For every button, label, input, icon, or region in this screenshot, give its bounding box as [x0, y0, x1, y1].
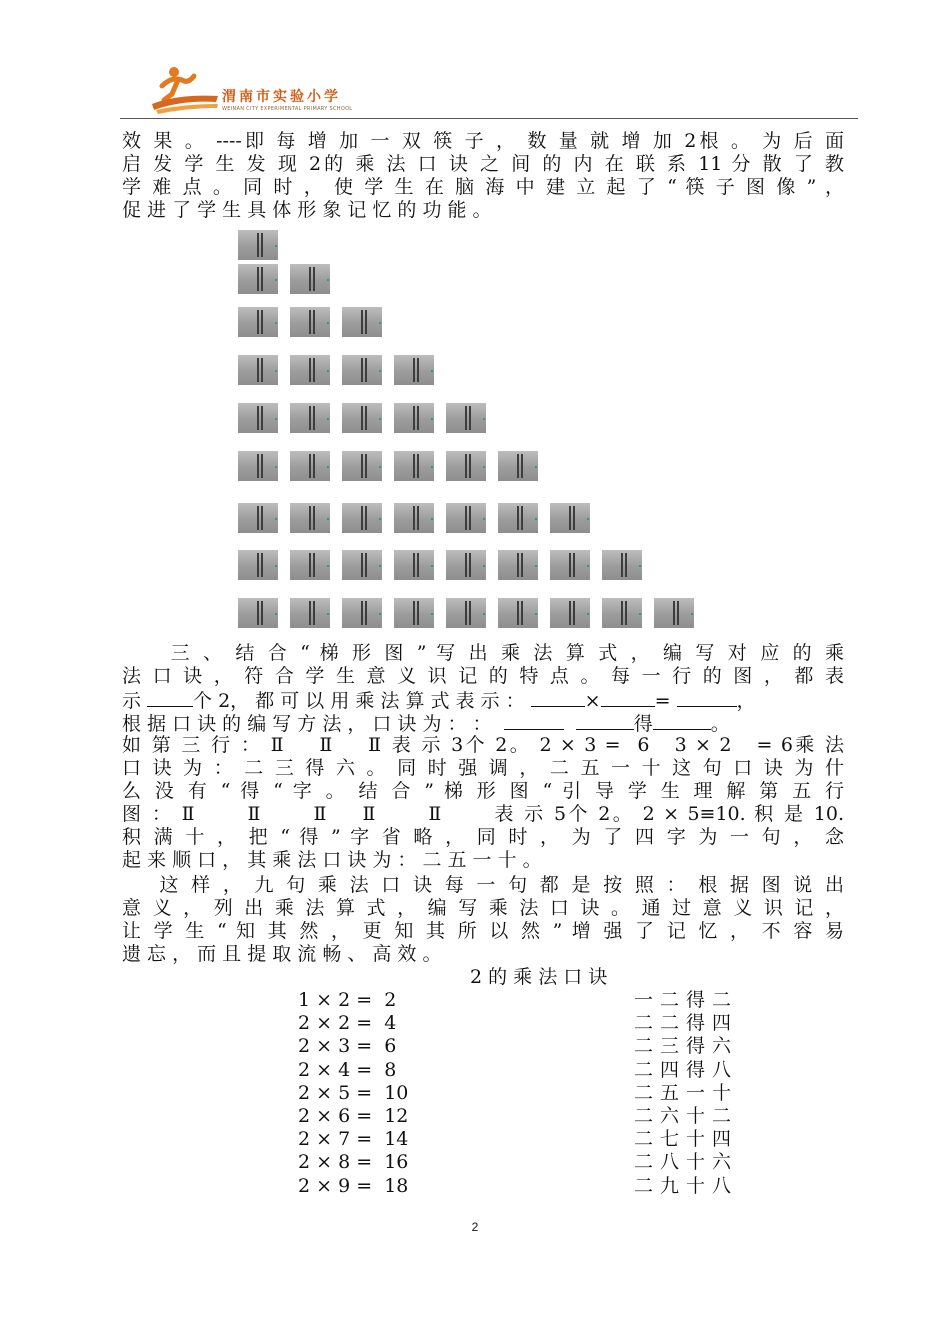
chopstick-pair-tile — [342, 598, 382, 628]
chopstick-pair-tile — [394, 598, 434, 628]
para3-line-4: 遗 忘 ， 而 且 提 取 流 畅 、 高 效 。 — [122, 943, 442, 965]
para1-line-2: 启 发 学 生 发 现 2的 乘 法 口 诀 之 间 的 内 在 联 系 11 分 散 了 教 — [122, 153, 844, 175]
school-english-name: WEINAN CITY EXPERIMENTAL PRIMARY SCHOOL — [222, 106, 353, 112]
para2-line-6: 口 诀 为 ： 二 三 得 六 。 同 时 强 调 ， 二 五 一 十 这 句 口 诀 为 什 — [122, 757, 844, 779]
school-logo-icon — [148, 64, 222, 114]
chopstick-pair-tile — [290, 403, 330, 433]
school-name: 渭南市实验小学 — [222, 89, 341, 105]
para2-line-8: 图 ： Ⅱ Ⅱ Ⅱ Ⅱ Ⅱ 表 示 5个 2。 2 × 5≡10. 积 是 10. — [122, 803, 844, 825]
table-koujue: 二八十六 — [634, 1151, 739, 1174]
chopstick-pair-tile — [342, 403, 382, 433]
para2-line-9: 积 满 十 ， 把 “ 得 ” 字 省 略 ， 同 时 ， 为 了 四 字 为 一 句 ， 念 — [122, 826, 844, 848]
table-equation: 2 × 2 = 4 — [298, 1012, 397, 1035]
chopstick-pair-tile — [238, 503, 278, 533]
table-equation: 2 × 6 = 12 — [298, 1105, 409, 1127]
chopstick-pair-tile — [238, 550, 278, 580]
text: ， — [736, 690, 756, 712]
para2-line-2: 法 口 诀 ， 符 合 学 生 意 义 识 记 的 特 点 。 每 一 行 的 图 ， 都 表 — [122, 665, 844, 687]
table-equation: 2 × 9 = 18 — [298, 1174, 409, 1197]
para2-line-7: 么 没 有 “ 得 “ 字 。 结 合 ” 梯 形 图 “ 引 导 学 生 理 解 第 五 行 — [122, 780, 844, 802]
chopstick-pair-tile — [290, 307, 330, 337]
table-koujue: 二九十八 — [634, 1174, 739, 1197]
chopstick-pair-tile — [498, 503, 538, 533]
chopstick-pair-tile — [550, 550, 590, 580]
text: 。 — [710, 713, 730, 735]
text: 根 据 口 诀 的 编 写 方 法 ， 口 诀 为 ： ： — [122, 713, 504, 735]
text: × — [584, 690, 601, 712]
table-equation: 1 × 2 = 2 — [298, 989, 397, 1011]
fill-blank-5 — [504, 711, 564, 730]
chopstick-pair-tile — [654, 598, 694, 628]
fill-blank-6 — [576, 711, 634, 730]
chopstick-pair-tile — [342, 550, 382, 580]
table-equation: 2 × 5 = 10 — [298, 1081, 409, 1104]
chopstick-pair-tile — [290, 598, 330, 628]
table-koujue: 二三得六 — [634, 1035, 739, 1058]
para2-line-3 — [122, 688, 844, 713]
chopstick-pair-tile — [342, 355, 382, 385]
para2-line-5: 如 第 三 行 ： Ⅱ Ⅱ Ⅱ 表 示 3个 2。 2 × 3 = 6 3 × 2 = 6乘 法 — [122, 734, 844, 756]
chopstick-pair-tile — [446, 451, 486, 481]
table-koujue: 二五一十 — [634, 1081, 739, 1104]
chopstick-pair-tile — [446, 403, 486, 433]
table-koujue: 二七十四 — [634, 1128, 739, 1151]
chopstick-pair-tile — [446, 503, 486, 533]
chopstick-pair-tile — [446, 550, 486, 580]
chopstick-pair-tile — [498, 598, 538, 628]
table-koujue: 二六十二 — [634, 1105, 739, 1127]
text: 个 2， 都 可 以 用 乘 法 算 式 表 示 ： — [193, 690, 531, 712]
chopstick-pair-tile — [290, 355, 330, 385]
table-equation: 2 × 7 = 14 — [298, 1128, 409, 1151]
chopstick-pair-tile — [238, 264, 278, 294]
chopstick-pair-tile — [342, 451, 382, 481]
chopstick-pair-tile — [550, 598, 590, 628]
chopstick-pair-tile — [290, 503, 330, 533]
chopstick-pair-tile — [238, 230, 278, 260]
chopstick-pair-tile — [238, 307, 278, 337]
chopstick-pair-tile — [238, 355, 278, 385]
page-number: 2 — [471, 1220, 479, 1234]
page-header — [0, 0, 950, 125]
fill-blank-3 — [601, 688, 655, 707]
para3-line-1: 这 样 ， 九 句 乘 法 口 诀 每 一 句 都 是 按 照 ： 根 据 图 说 出 — [122, 874, 844, 896]
chopstick-pair-tile — [342, 307, 382, 337]
chopstick-pair-tile — [498, 550, 538, 580]
chopstick-pair-tile — [290, 264, 330, 294]
table-title: 2 的 乘 法 口 诀 — [470, 966, 608, 988]
chopstick-pair-tile — [290, 550, 330, 580]
text: 示 — [122, 690, 148, 712]
table-equation: 2 × 4 = 8 — [298, 1058, 397, 1081]
chopstick-pair-tile — [290, 451, 330, 481]
table-koujue: 二四得八 — [634, 1058, 739, 1081]
fill-blank-4 — [677, 688, 737, 707]
chopstick-pair-tile — [394, 503, 434, 533]
fill-blank-7 — [653, 711, 711, 730]
chopstick-pair-tile — [238, 598, 278, 628]
para3-line-2: 意 义 ， 列 出 乘 法 算 式 ， 编 写 乘 法 口 诀 。 通 过 意 义 识 记 ， — [122, 897, 844, 919]
para1-line-1: 效 果 。 ----即 每 增 加 一 双 筷 子 ， 数 量 就 增 加 2根 。 为 后 面 — [122, 130, 844, 152]
table-equation: 2 × 8 = 16 — [298, 1151, 409, 1174]
para1-line-3: 学 难 点 。 同 时 ， 使 学 生 在 脑 海 中 建 立 起 了 “ 筷 子 图 像 ” ， — [122, 176, 844, 198]
table-koujue: 一二得二 — [634, 989, 739, 1011]
table-equation: 2 × 3 = 6 — [298, 1035, 397, 1058]
chopstick-pair-tile — [394, 355, 434, 385]
chopstick-pair-tile — [498, 451, 538, 481]
para2-line-1: 三 、 结 合 “ 梯 形 图 ” 写 出 乘 法 算 式 ， 编 写 对 应 的 乘 — [122, 642, 844, 664]
chopstick-pair-tile — [394, 451, 434, 481]
table-koujue: 二二得四 — [634, 1012, 739, 1035]
para2-line-10: 起 来 顺 口 ， 其 乘 法 口 诀 为 ： 二 五 一 十 。 — [122, 849, 542, 871]
chopstick-pair-tile — [238, 403, 278, 433]
chopstick-pair-tile — [394, 403, 434, 433]
chopstick-pair-tile — [238, 451, 278, 481]
fill-blank-2 — [531, 688, 585, 707]
para2-line-4 — [122, 711, 844, 736]
fill-blank-1 — [147, 688, 193, 707]
chopstick-pair-tile — [342, 503, 382, 533]
text: 得 — [633, 713, 653, 735]
chopstick-pair-tile — [550, 503, 590, 533]
para3-line-3: 让 学 生 “ 知 其 然 ， 更 知 其 所 以 然 ” 增 强 了 记 忆 ， 不 容 易 — [122, 920, 844, 942]
chopstick-pair-tile — [602, 598, 642, 628]
chopstick-pair-tile — [602, 550, 642, 580]
chopstick-pair-tile — [394, 550, 434, 580]
text: = — [654, 690, 677, 712]
header-divider — [120, 118, 858, 119]
para1-line-4: 促 进 了 学 生 具 体 形 象 记 忆 的 功 能 。 — [122, 199, 492, 221]
chopstick-pair-tile — [446, 598, 486, 628]
